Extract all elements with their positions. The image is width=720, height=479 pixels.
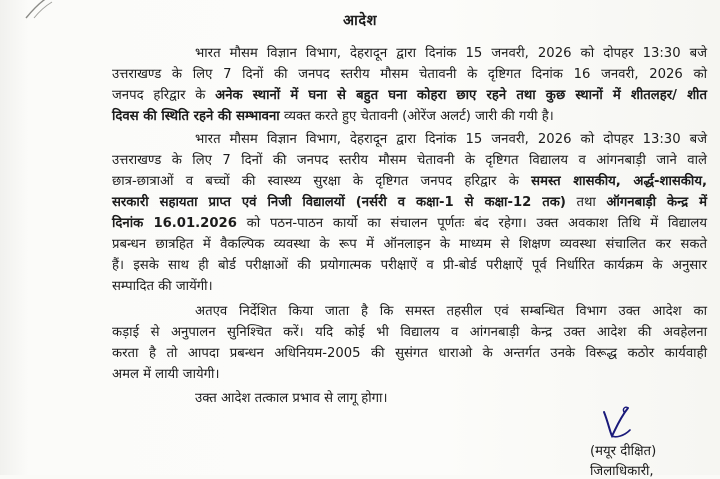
paragraph-2-line-3-bold: समस्त शासकीय, अर्द्ध-शासकीय, [531, 174, 707, 189]
paragraph-1-line-3 [112, 86, 707, 105]
paragraph-2-line-6: प्रबन्धन छात्रहित में वैकल्पिक व्यवस्था के रूप में ऑनलाइन के माध्यम से शिक्षण व्यवस्था संचालित कर सकते [112, 237, 707, 252]
paragraph-2-line-7: हैं। इसके साथ ही बोर्ड परीक्षाओं की प्रयोगात्मक परीक्षाऐं व प्री-बोर्ड परीक्षाऐं पूर्व निर्धारित कार्यक्रम के अनुसार [112, 258, 707, 273]
handwritten-signature [598, 402, 638, 442]
paragraph-2-line-4-bold-a: सरकारी सहायता प्राप्त एवं निजी विद्यालयों (नर्सरी व कक्षा-1 से कक्षा-12 तक) [112, 195, 566, 210]
paragraph-2-line-8: सम्पादित की जायेंगी। [112, 279, 213, 294]
paragraph-1-line-1: भारत मौसम विज्ञान विभाग, देहरादून द्वारा दिनांक 15 जनवरी, 2026 को दोपहर 13:30 बजे [195, 46, 707, 61]
paragraph-1-line-4-text: व्यक्त करते हुए चेतावनी (ओरेंज अलर्ट) जारी की गयी है। [279, 109, 554, 124]
paragraph-3-line-1: अतएव निर्देशित किया जाता है कि समस्त तहसील एवं सम्बन्धित विभाग उक्त आदेश का [195, 304, 707, 319]
paragraph-1-line-4-bold: दिवस की स्थिति रहने की सम्भावना [112, 109, 280, 124]
paragraph-3-line-2: कड़ाई से अनुपालन सुनिश्चित करें। यदि कोई भी विद्यालय व आंगनबाड़ी केन्द्र उक्त आदेश की अवहेलना [112, 325, 707, 340]
paragraph-2-line-5-bold: दिनांक 16.01.2026 [112, 216, 237, 231]
paragraph-1-line-3-text: जनपद हरिद्वार के [112, 88, 216, 103]
paragraph-1-line-3-bold: अनेक स्थानों में घना से बहुत घना कोहरा छाए रहने तथा कुछ स्थानों में शीतलहर/ शीत [215, 88, 707, 103]
paragraph-2-line-3-text: छात्र-छात्राओं व बच्चों की स्वास्थ्य सुरक्षा के दृष्टिगत जनपद हरिद्वार के [112, 174, 532, 189]
paragraph-2-line-2: उत्तराखण्ड के लिए 7 दिनों की जनपद स्तरीय मौसम चेतावनी के दृष्टिगत विद्यालय व आंगनबाड़ी जाने वाले [112, 153, 707, 168]
paragraph-2-line-4 [112, 193, 707, 212]
paragraph-3-line-3: करता है तो आपदा प्रबन्धन अधिनियम-2005 की सुसंगत धाराओ के अन्तर्गत उनके विरूद्ध कठोर कार्यवाही [112, 346, 707, 361]
paragraph-3-line-4: अमल में लायी जायेगी। [112, 367, 220, 382]
signatory-designation: जिलाधिकारी, [590, 464, 654, 479]
paragraph-2-line-1: भारत मौसम विज्ञान विभाग, देहरादून द्वारा दिनांक 15 जनवरी, 2026 को दोपहर 13:30 बजे [195, 132, 707, 147]
signature-block [560, 402, 710, 479]
paragraph-2-line-5-text: को पठन-पाठन कार्यो का संचालन पूर्णतः बंद रहेगा। उक्त अवकाश तिथि में विद्यालय [236, 216, 707, 231]
paragraph-2-line-3 [112, 172, 707, 191]
paragraph-2-line-5 [112, 214, 707, 233]
paragraph-4-line-1: उक्त आदेश तत्काल प्रभाव से लागू होगा। [195, 391, 388, 406]
signatory-name: (मयूर दीक्षित) [590, 444, 657, 459]
document-title: आदेश [343, 13, 377, 29]
paragraph-1-line-4 [112, 107, 707, 126]
paragraph-1-line-2: उत्तराखण्ड के लिए 7 दिनों की जनपद स्तरीय मौसम चेतावनी के दृष्टिगत दिनांक 16 जनवरी, 2026 को [112, 67, 707, 82]
paragraph-2-line-4-bold-b: ऑगनबाड़ी केन्द्र में [606, 195, 707, 210]
paragraph-2-line-4-text: तथा [565, 195, 607, 210]
